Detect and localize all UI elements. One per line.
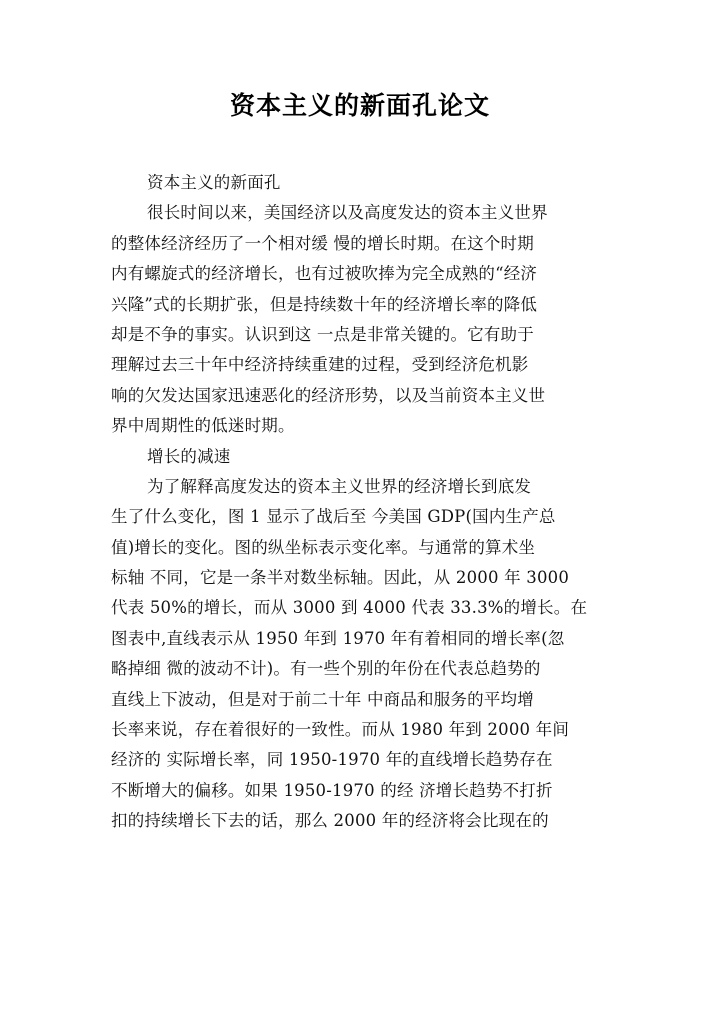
paragraph-line: 很长时间以来，美国经济以及高度发达的资本主义世界 bbox=[147, 203, 548, 223]
paragraph-line: 略掉细 微的波动不计)。有一些个别的年份在代表总趋势的 bbox=[111, 659, 541, 679]
paragraph-line: 的整体经济经历了一个相对缓 慢的增长时期。在这个时期 bbox=[111, 233, 534, 253]
document-body bbox=[111, 168, 611, 837]
paragraph-line: 长率来说，存在着很好的一致性。而从 1980 年到 2000 年间 bbox=[111, 720, 570, 740]
paragraph-line: 界中周期性的低迷时期。 bbox=[111, 416, 295, 436]
section-heading: 增长的减速 bbox=[147, 446, 231, 466]
section-heading: 资本主义的新面孔 bbox=[147, 173, 281, 192]
paragraph-line: 为了解释高度发达的资本主义世界的经济增长到底发 bbox=[147, 476, 532, 496]
paragraph-line: 生了什么变化，图 1 显示了战后至 今美国 GDP(国内生产总 bbox=[111, 507, 556, 527]
paragraph-line: 扣的持续增长下去的话，那么 2000 年的经济将会比现在的 bbox=[111, 811, 549, 831]
paragraph-line: 兴隆”式的长期扩张，但是持续数十年的经济增长率的降低 bbox=[111, 294, 538, 314]
paragraph-line: 标轴 不同，它是一条半对数坐标轴。因此，从 2000 年 3000 bbox=[111, 568, 570, 588]
paragraph-line: 内有螺旋式的经济增长，也有过被吹捧为完全成熟的“经济 bbox=[111, 264, 538, 284]
document-title: 资本主义的新面孔论文 bbox=[229, 91, 490, 120]
paragraph-line: 理解过去三十年中经济持续重建的过程，受到经济危机影 bbox=[111, 355, 529, 375]
paragraph-line: 不断增大的偏移。如果 1950-1970 的经 济增长趋势不打折 bbox=[111, 780, 553, 800]
paragraph-line: 图表中,直线表示从 1950 年到 1970 年有着相同的增长率(忽 bbox=[111, 628, 565, 648]
paragraph-line: 值)增长的变化。图的纵坐标表示变化率。与通常的算术坐 bbox=[111, 537, 536, 557]
paragraph-line: 直线上下波动，但是对于前二十年 中商品和服务的平均增 bbox=[111, 689, 534, 709]
paragraph-line: 代表 50%的增长，而从 3000 到 4000 代表 33.3%的增长。在 bbox=[111, 598, 588, 618]
paragraph-line: 却是不争的事实。认识到这 一点是非常关键的。它有助于 bbox=[111, 324, 534, 344]
paragraph-line: 经济的 实际增长率，同 1950-1970 年的直线增长趋势存在 bbox=[111, 750, 553, 770]
paragraph-line: 响的欠发达国家迅速恶化的经济形势，以及当前资本主义世 bbox=[111, 385, 546, 405]
